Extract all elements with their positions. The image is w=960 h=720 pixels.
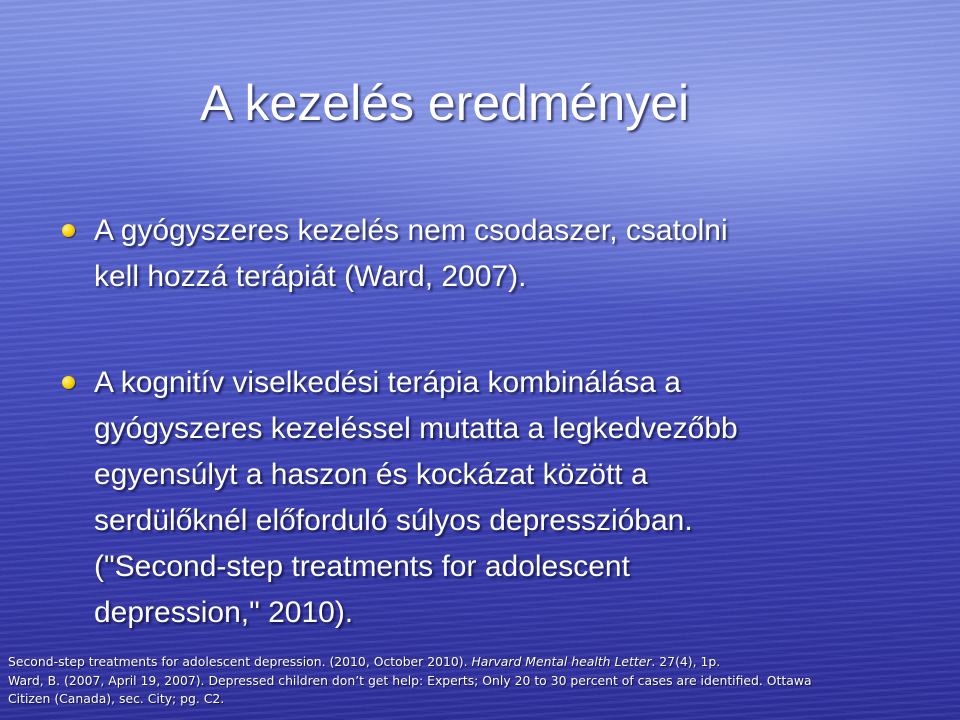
- bullet-2-line-1: A kognitív viselkedési terápia kombinálása a: [94, 366, 681, 399]
- reference-1-details: . 27(4), 1p.: [651, 654, 721, 669]
- reference-1-journal: Harvard Mental health Letter: [471, 654, 652, 669]
- bullet-1-line-1: A gyógyszeres kezelés nem csodaszer, csatolni: [94, 214, 728, 247]
- bullet-1-line-2: kell hozzá terápiát (Ward, 2007).: [94, 260, 527, 293]
- bullet-2-line-5: ("Second-step treatments for adolescent: [94, 550, 630, 583]
- reference-1: [8, 653, 812, 672]
- reference-1-text: Second-step treatments for adolescent depression. (2010, October 2010).: [8, 654, 472, 669]
- bullet-dot-icon: [62, 376, 75, 389]
- bullet-2-line-2: gyógyszeres kezeléssel mutatta a legkedvezőbb: [94, 412, 738, 445]
- references: [8, 653, 812, 709]
- bullet-item-1: [94, 208, 728, 300]
- bullet-item-2: [94, 360, 738, 636]
- bullet-2-line-4: serdülőknél előforduló súlyos depresszióban.: [94, 504, 693, 537]
- slide-title: A kezelés eredményei: [200, 75, 690, 131]
- reference-2-line-1: Ward, B. (2007, April 19, 2007). Depressed children don’t get help: Experts; Only 20 to 30 percent of cases are identified. Ottawa: [8, 672, 812, 688]
- reference-2-line-2: Citizen (Canada), sec. City; pg. C2.: [8, 691, 225, 706]
- bullet-2-line-6: depression," 2010).: [94, 596, 354, 629]
- bullet-2-line-3: egyensúlyt a haszon és kockázat között a: [94, 458, 648, 491]
- bullet-dot-icon: [62, 224, 75, 237]
